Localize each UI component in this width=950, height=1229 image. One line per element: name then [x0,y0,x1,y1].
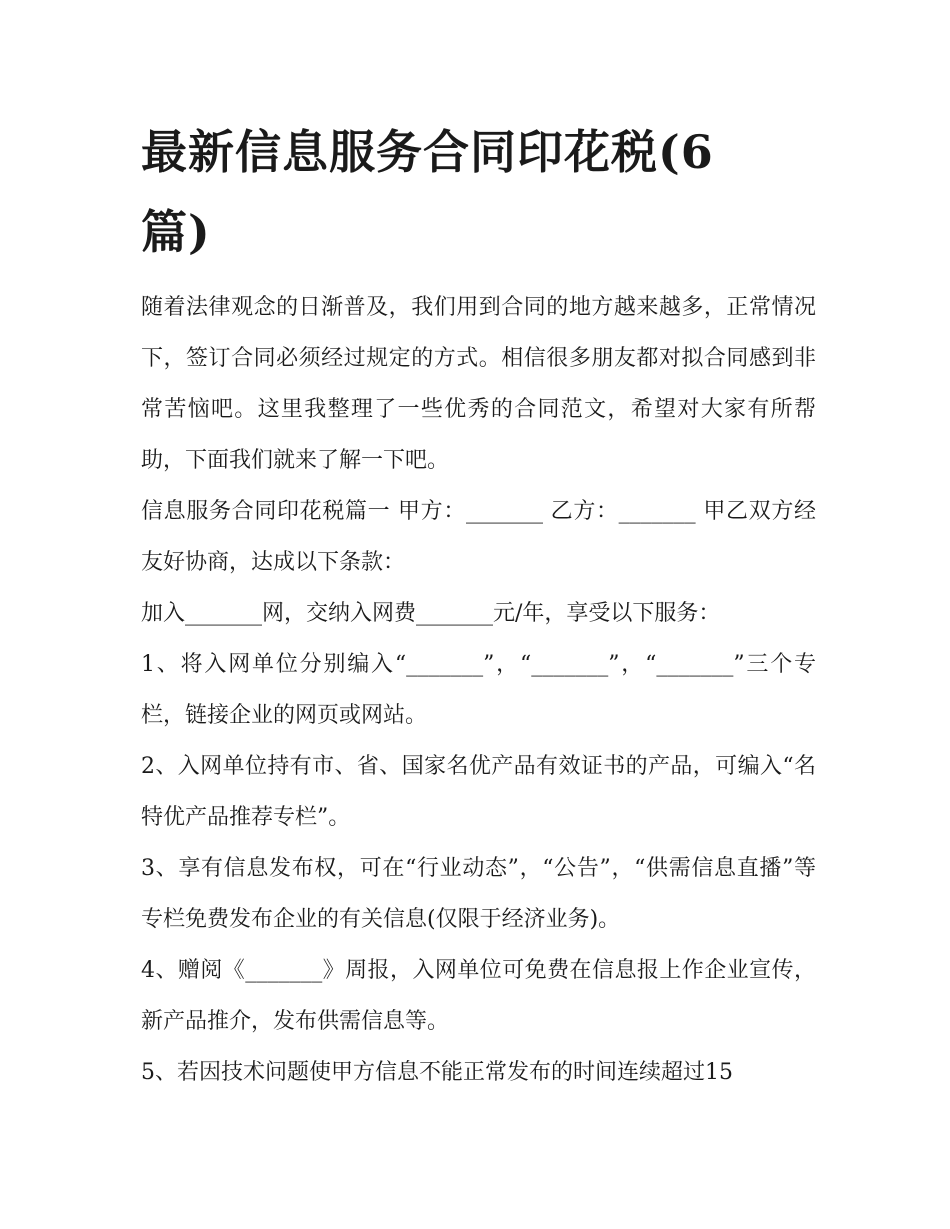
clause-4: 4、赠阅《_______》周报，入网单位可免费在信息报上作企业宣传，新产品推介，发布供需信息等。 [141,958,816,1034]
clause-1: 1、将入网单位分别编入“_______”，“_______”，“_______”三个专栏，链接企业的网页或网站。 [141,652,816,728]
document-page [141,112,816,1098]
clause-2: 2、入网单位持有市、省、国家名优产品有效证书的产品，可编入“名特优产品推荐专栏”。 [141,754,816,830]
contract-parties-paragraph: 信息服务合同印花税篇一 甲方：_______ 乙方：_______ 甲乙双方经友好协商，达成以下条款： [141,499,816,575]
intro-paragraph: 随着法律观念的日渐普及，我们用到合同的地方越来越多，正常情况下，签订合同必须经过规定的方式。相信很多朋友都对拟合同感到非常苦恼吧。这里我整理了一些优秀的合同范文，希望对大家有所帮助，下面我们就来了解一下吧。 [141,295,816,473]
document-title: 最新信息服务合同印花税(6篇) [141,125,714,259]
membership-fee-paragraph: 加入_______网，交纳入网费_______元/年，享受以下服务： [141,601,721,626]
clause-3: 3、享有信息发布权，可在“行业动态”，“公告”，“供需信息直播”等专栏免费发布企业的有关信息(仅限于经济业务)。 [141,856,816,932]
clause-5: 5、若因技术问题使甲方信息不能正常发布的时间连续超过15 [141,1060,733,1085]
